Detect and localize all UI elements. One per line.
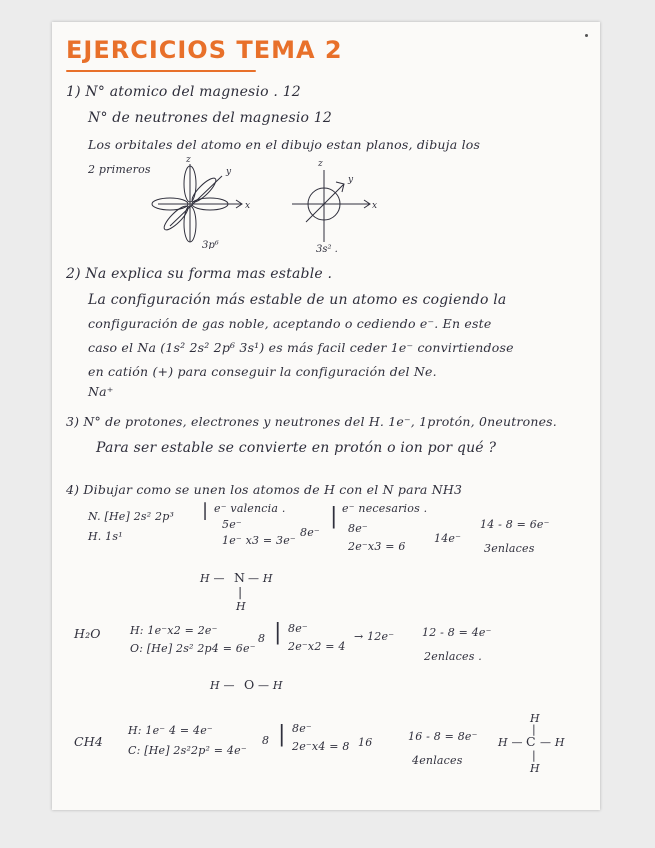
page-title: EJERCICIOS TEMA 2 bbox=[66, 36, 343, 64]
ex2-line3: configuración de gas noble, aceptando o cediendo e⁻. En este bbox=[88, 316, 492, 331]
h2o-calc: 12 - 8 = 4e⁻ bbox=[422, 626, 492, 639]
ex2-line1: 2) Na explica su forma mas estable . bbox=[66, 266, 333, 282]
h2o-h-line: H: 1e⁻x2 = 2e⁻ bbox=[130, 624, 218, 637]
ch4-label: CH4 bbox=[74, 734, 104, 749]
page-dot bbox=[585, 34, 588, 37]
ex2-line6: Na⁺ bbox=[88, 384, 114, 399]
nh3-nec-n: 8e⁻ bbox=[348, 522, 368, 535]
p-lobe-diag2 bbox=[161, 203, 191, 233]
nh3-divider1: | bbox=[202, 500, 209, 521]
s-label-y: y bbox=[348, 175, 354, 185]
h2o-enlaces: 2enlaces . bbox=[424, 650, 482, 663]
ex1-line3: Los orbitales del atomo en el dibujo estan planos, dibuja los bbox=[88, 137, 481, 152]
title-underline bbox=[66, 70, 256, 72]
ex3-line2: Para ser estable se convierte en protón o ion por qué ? bbox=[96, 440, 497, 456]
ch4-total1: 8 bbox=[262, 734, 270, 747]
s-axis-y bbox=[306, 184, 344, 222]
h2o-divider: | bbox=[274, 620, 282, 645]
p-label-y: y bbox=[226, 167, 232, 177]
ch4-h-line: H: 1e⁻ 4 = 4e⁻ bbox=[128, 724, 213, 737]
h2o-total1: 8 bbox=[258, 632, 266, 645]
h2o-nec1: 8e⁻ bbox=[288, 622, 308, 635]
h2o-struct-center: O bbox=[244, 677, 255, 692]
nh3-struct-right: — H bbox=[248, 572, 273, 585]
s-orbital-label: 3s² . bbox=[316, 244, 338, 254]
h2o-struct-right: — H bbox=[258, 679, 283, 692]
p-orbital-diagram bbox=[150, 154, 260, 249]
p-lobe-diag1 bbox=[189, 175, 219, 205]
ch4-nec2: 2e⁻x4 = 8 bbox=[292, 740, 350, 753]
ch4-nec-total: 16 bbox=[358, 736, 373, 749]
ch4-struct-top: H bbox=[530, 712, 540, 725]
ex3-line1: 3) N° de protones, electrones y neutrones del H. 1e⁻, 1protón, 0neutrones. bbox=[66, 414, 557, 429]
ch4-nec1: 8e⁻ bbox=[292, 722, 312, 735]
h2o-struct-left: H — bbox=[210, 679, 235, 692]
ex2-line4: caso el Na (1s² 2s² 2p⁶ 3s¹) es más facil ceder 1e⁻ convirtiendose bbox=[88, 340, 514, 355]
ch4-enlaces: 4enlaces bbox=[412, 754, 463, 767]
nh3-nec-h: 2e⁻x3 = 6 bbox=[348, 540, 406, 553]
ch4-bond-top: | bbox=[532, 723, 536, 736]
nh3-valencia-h: 1e⁻ x3 = 3e⁻ bbox=[222, 534, 296, 547]
ch4-struct-center: C bbox=[526, 734, 536, 749]
ch4-calc: 16 - 8 = 8e⁻ bbox=[408, 730, 478, 743]
ex2-line5: en catión (+) para conseguir la configuración del Ne. bbox=[88, 364, 437, 379]
nh3-valencia-n: 5e⁻ bbox=[222, 518, 242, 531]
ch4-struct-right: — H bbox=[540, 736, 565, 749]
nh3-divider2: | bbox=[330, 504, 338, 529]
s-label-x: x bbox=[372, 201, 378, 211]
ex1-line4: 2 primeros bbox=[88, 163, 151, 176]
h2o-nec2: 2e⁻x2 = 4 bbox=[288, 640, 346, 653]
h2o-o-line: O: [He] 2s² 2p4 = 6e⁻ bbox=[130, 642, 256, 655]
p-orbital-label: 3p⁶ bbox=[202, 240, 219, 249]
s-orbital-diagram bbox=[284, 154, 394, 254]
ex4-line1: 4) Dibujar como se unen los atomos de H con el N para NH3 bbox=[66, 482, 463, 497]
nh3-struct-left: H — bbox=[200, 572, 225, 585]
ex2-line2: La configuración más estable de un atomo es cogiendo la bbox=[88, 292, 507, 308]
nh3-enlaces: 3enlaces bbox=[484, 542, 535, 555]
nh3-n-config: N. [He] 2s² 2p³ bbox=[88, 510, 175, 523]
nh3-struct-center: N bbox=[234, 570, 246, 585]
nh3-bond-vertical: | bbox=[238, 584, 243, 599]
notebook-page bbox=[52, 22, 600, 810]
p-label-x: x bbox=[245, 201, 251, 211]
ch4-struct-left: H — bbox=[498, 736, 523, 749]
h2o-label: H₂O bbox=[74, 626, 101, 641]
ex1-line1: 1) N° atomico del magnesio . 12 bbox=[66, 84, 301, 100]
nh3-valencia-label: e⁻ valencia . bbox=[214, 502, 286, 515]
nh3-h-config: H. 1s¹ bbox=[88, 530, 123, 543]
ch4-bond-bottom: | bbox=[532, 749, 536, 762]
ch4-c-line: C: [He] 2s²2p² = 4e⁻ bbox=[128, 744, 247, 757]
nh3-struct-bottom: H bbox=[236, 600, 246, 613]
ch4-divider: | bbox=[278, 722, 286, 747]
nh3-necesarios-label: e⁻ necesarios . bbox=[342, 502, 428, 515]
nh3-valencia-total: 8e⁻ bbox=[300, 526, 320, 539]
s-label-z: z bbox=[318, 159, 323, 169]
ex1-line2: N° de neutrones del magnesio 12 bbox=[88, 110, 333, 126]
p-label-z: z bbox=[186, 155, 191, 165]
nh3-calc: 14 - 8 = 6e⁻ bbox=[480, 518, 550, 531]
ch4-struct-bottom: H bbox=[530, 762, 540, 775]
nh3-nec-total: 14e⁻ bbox=[434, 532, 462, 545]
h2o-nec-total: → 12e⁻ bbox=[354, 630, 395, 643]
